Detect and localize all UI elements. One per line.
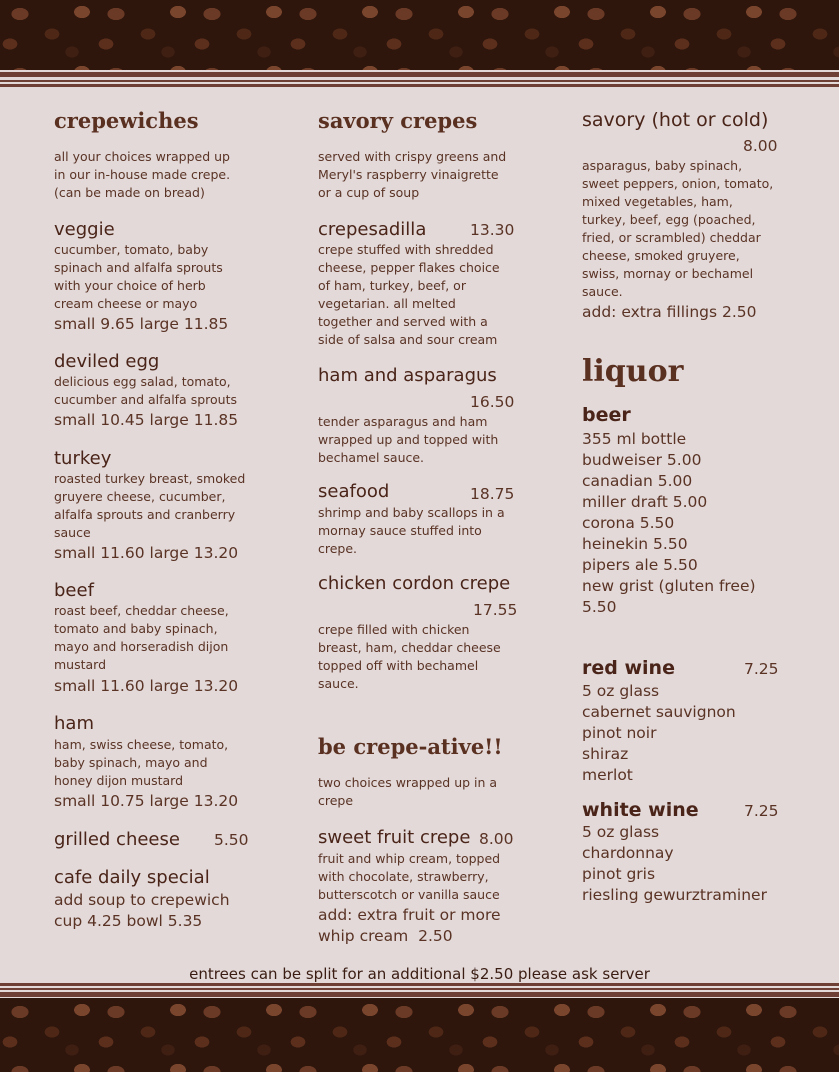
item-description: fruit and whip cream, topped with chocolate, strawberry, butterscotch or vanilla sauce [318, 851, 501, 902]
item-price: 17.55 [473, 601, 518, 619]
item-addon: add: extra fruit or more whip cream 2.50 [318, 906, 501, 945]
section-intro: two choices wrapped up in a crepe [318, 775, 498, 808]
item-description: roast beef, cheddar cheese, tomato and baby spinach, mayo and horseradish dijon mustard [54, 603, 229, 672]
item-price: 8.00 [479, 830, 514, 848]
item-name: grilled cheese [54, 829, 180, 850]
footer-note: entrees can be split for an additional $2.50 please ask server [189, 965, 650, 983]
item-name: ham [54, 713, 94, 734]
item-price: 16.50 [470, 393, 515, 411]
item-price: small 10.45 large 11.85 [54, 411, 239, 429]
drink-category: beer [582, 404, 631, 426]
item-name: deviled egg [54, 351, 160, 372]
item-details: add soup to crepewich cup 4.25 bowl 5.35 [54, 891, 230, 930]
item-name: sweet fruit crepe [318, 827, 471, 848]
item-description: roasted turkey breast, smoked gruyere cheese, cucumber, alfalfa sprouts and cranberry sauce [54, 471, 246, 540]
section-title-be-crepe-ative: be crepe-ative!! [318, 734, 503, 759]
item-description: delicious egg salad, tomato, cucumber and alfalfa sprouts [54, 374, 237, 407]
divider [0, 72, 839, 77]
drink-list: 5 oz glass chardonnay pinot gris riesling gewurztraminer [582, 823, 767, 904]
item-price: small 9.65 large 11.85 [54, 315, 229, 333]
item-price: 7.25 [744, 802, 779, 820]
item-price: 7.25 [744, 660, 779, 678]
item-description: crepe stuffed with shredded cheese, pepper flakes choice of ham, turkey, beef, or vegetarian. all melted together and served with a side of salsa and sour cream [318, 242, 500, 347]
item-price: 18.75 [470, 485, 515, 503]
coffee-beans-footer-image [0, 998, 839, 1072]
item-description: tender asparagus and ham wrapped up and topped with bechamel sauce. [318, 414, 499, 465]
item-name: chicken cordon crepe [318, 573, 511, 594]
section-title-liquor: liquor [582, 354, 684, 389]
item-price: small 10.75 large 13.20 [54, 792, 239, 810]
item-price: 8.00 [743, 137, 778, 155]
item-description: asparagus, baby spinach, sweet peppers, onion, tomato, mixed vegetables, ham, turkey, beef, egg (poached, fried, or scrambled) cheddar cheese, smoked gruyere, swiss, mornay or bechamel sauce. [582, 158, 774, 299]
item-description: crepe filled with chicken breast, ham, cheddar cheese topped off with bechamel sauce. [318, 622, 501, 691]
item-name: ham and asparagus [318, 365, 497, 386]
divider [0, 992, 839, 997]
section-title-crepewiches: crepewiches [54, 108, 199, 133]
item-price: small 11.60 large 13.20 [54, 677, 239, 695]
item-name: beef [54, 580, 94, 601]
divider [0, 84, 839, 87]
item-description: shrimp and baby scallops in a mornay sauce stuffed into crepe. [318, 505, 505, 556]
item-name: seafood [318, 481, 390, 502]
drink-category: white wine [582, 799, 699, 821]
item-name: cafe daily special [54, 867, 210, 888]
divider [0, 983, 839, 986]
section-intro: served with crispy greens and Meryl's raspberry vinaigrette or a cup of soup [318, 149, 507, 200]
section-title-savory-crepes: savory crepes [318, 108, 478, 133]
item-name: crepesadilla [318, 219, 427, 240]
item-description: cucumber, tomato, baby spinach and alfalfa sprouts with your choice of herb cream cheese or mayo [54, 242, 223, 311]
item-name: veggie [54, 219, 115, 240]
coffee-beans-header-image [0, 0, 839, 70]
item-price: small 11.60 large 13.20 [54, 544, 239, 562]
item-price: 13.30 [470, 221, 515, 239]
section-title-savory-hot-cold: savory (hot or cold) [582, 109, 769, 131]
drink-list: 5 oz glass cabernet sauvignon pinot noir shiraz merlot [582, 682, 736, 784]
item-name: turkey [54, 448, 112, 469]
item-description: ham, swiss cheese, tomato, baby spinach, mayo and honey dijon mustard [54, 737, 229, 788]
divider [0, 80, 839, 82]
item-price: 5.50 [214, 831, 249, 849]
section-intro: all your choices wrapped up in our in-house made crepe. (can be made on bread) [54, 149, 231, 200]
item-addon: add: extra fillings 2.50 [582, 303, 757, 321]
drink-list: 355 ml bottle budweiser 5.00 canadian 5.00 miller draft 5.00 corona 5.50 heinekin 5.50 pipers ale 5.50 new grist (gluten free) 5.50 [582, 430, 756, 616]
drink-category: red wine [582, 657, 675, 679]
divider [0, 988, 839, 990]
